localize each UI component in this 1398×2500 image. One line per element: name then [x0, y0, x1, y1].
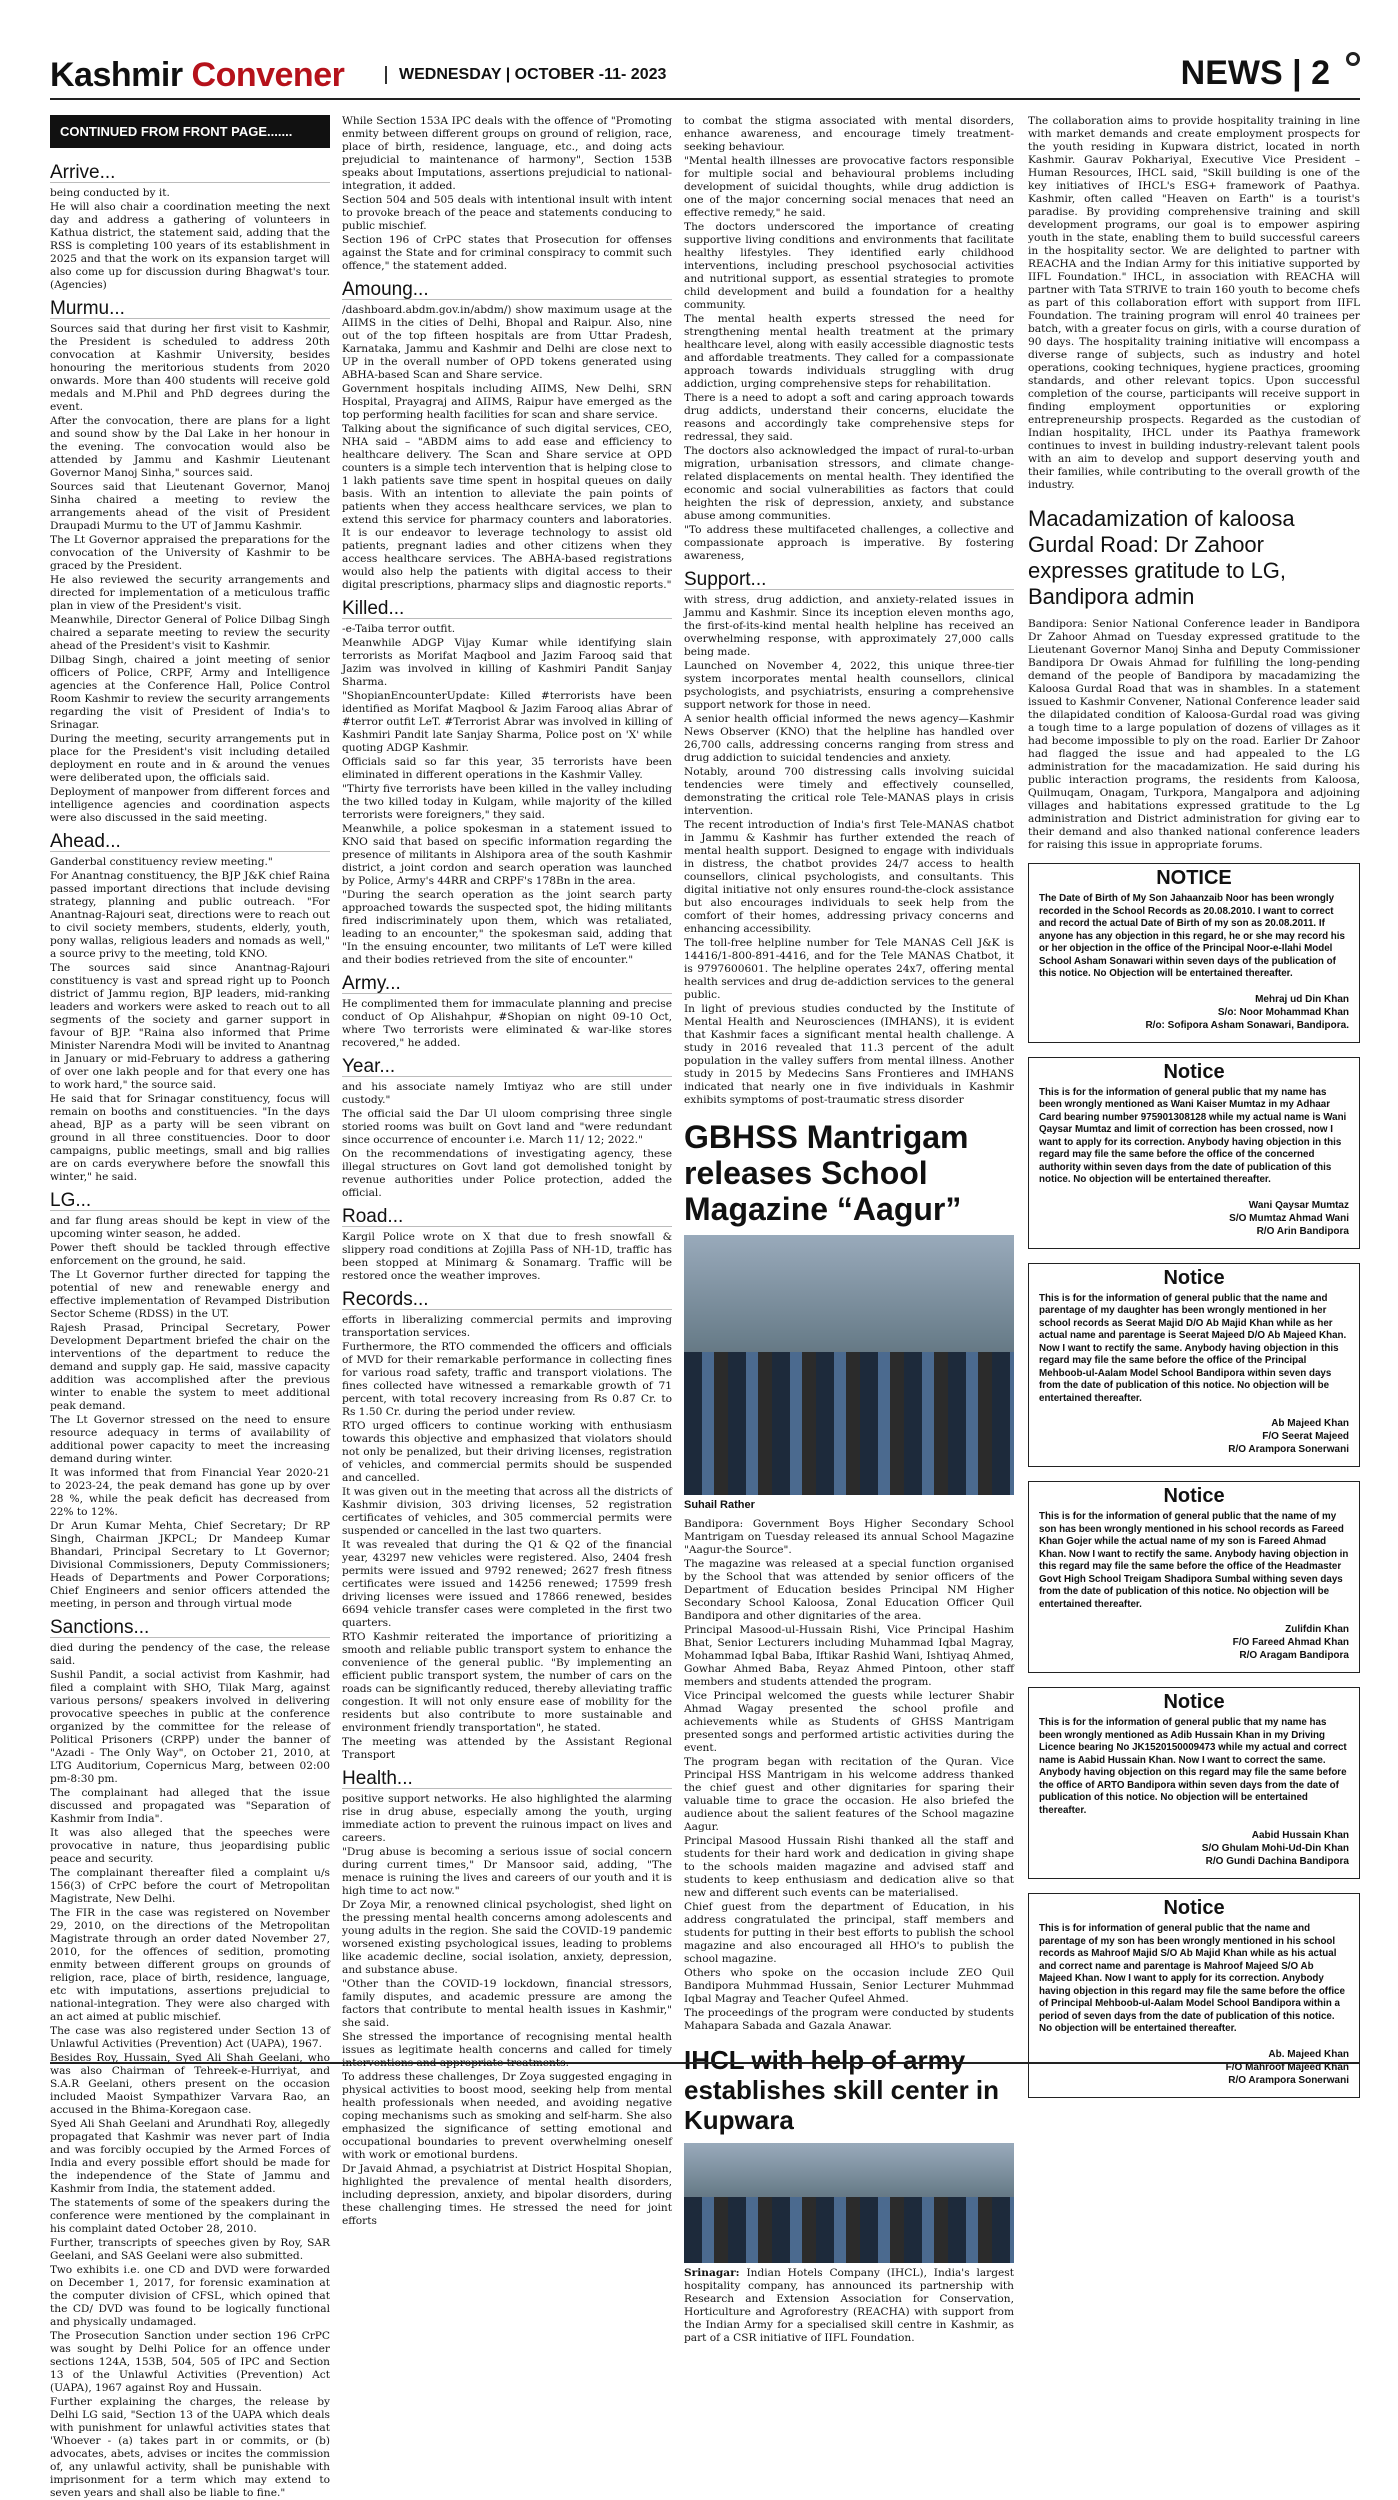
paragraph: Ganderbal constituency review meeting."	[50, 856, 273, 868]
paragraph: The collaboration aims to provide hospitality training in line with market demands and create employment prospects for the youth residing in Kupwara district, located in north Kashmir. Gaurav Pokhariyal, Executive Vice President – Human Resources, IHCL said, "Skill building is one of the key initiatives of IHCL's ESG+ framework of Paathya. Kashmir, often called "Heaven on Earth" is a tourist's paradise. By providing comprehensive training and skill development programs, our goal is to empower aspiring youth in the state, enabling them to build successful careers in the hospitality sector. We are delighted to partner with REACHA and the Indian Army for this initiative supported by IIFL Foundation." IHCL, in association with REACHA will partner with Tata STRIVE to train 160 youth to become chefs as part of this collaboration effort with support from IIFL Foundation. The training program will enrol 40 trainees per batch, with a greater focus on girls, with a course duration of 90 days. The hospitality training initiative will encompass a diverse range of subjects, such as industry and hotel operations, cooking techniques, hygiene practices, grooming standards, and other relevant topics. Upon successful completion of the course, participants will receive support in finding employment opportunities or exploring entrepreneurship prospects. Regarded as the custodian of Indian hospitality, IHCL under its Paathya framework continues to invest in building industry-relevant talent pools with an aim to develop and support deserving youth and their families, while contributing to the overall growth of the industry.	[1028, 115, 1360, 491]
kicker-ahead: Ahead...	[50, 835, 330, 852]
kicker-arrive: Arrive...	[50, 166, 330, 183]
paragraph: Deployment of manpower from different forces and intelligence agencies and coordination aspects were also discussed in the said meeting.	[50, 786, 330, 824]
paragraph: "Other than the COVID-19 lockdown, financial stressors, family disputes, and academic pressure are among the factors that contribute to mental health issues in Kashmir," she said.	[342, 1978, 672, 2029]
paragraph: There is a need to adopt a soft and caring approach towards drug addicts, understand their concerns, elucidate the reasons and accordingly take comprehensive steps for redressal, they said.	[684, 392, 1014, 443]
notice-signatory: Ab. Majeed Khan F/O Mahroof Majeed Khan R/O Arampora Sonerwani	[1225, 2048, 1349, 2086]
notice-box	[1028, 863, 1360, 1043]
headline-gbhss: GBHSS Mantrigam releases School Magazine “Aagur”	[684, 1119, 969, 1227]
notice-text: This is for the information of general public that my name has been wrongly mentioned as Adib Hussain Khan in my Driving Licence bearing No JK1520150009473 while my actual and correct name is Aabid Hussain Khan. Now I want to correct the same. Anybody having objection on this regard may file the same before the office of ARTO Bandipora within seven days from the date of publication of this notice. No objection will be entertained thereafter.	[1039, 1717, 1347, 1816]
notice-box	[1028, 1481, 1360, 1673]
kicker-support: Support...	[684, 573, 1014, 590]
paragraph: The mental health experts stressed the need for strengthening mental health treatment at the primary healthcare level, along with easily accessible diagnostic tests and affordable treatments. They called for a compassionate approach towards individuals struggling with drug addiction, urging comprehensive steps for rehabilitation.	[684, 313, 1014, 390]
edition-date: WEDNESDAY | OCTOBER -11- 2023	[385, 66, 666, 84]
continued-banner: CONTINUED FROM FRONT PAGE.......	[50, 115, 330, 148]
paragraph: After the convocation, there are plans for a light and sound show by the Dal Lake in her honour in the evening. The convocation would also be attended by Jammu and Kashmir Lieutenant Governor Manoj Sinha," sources said.	[50, 415, 330, 479]
paragraph: Chief guest from the department of Education, in his address congratulated the principal, staff members and students for putting in their best efforts to publish the school magazine and also encouraged all HHO's to publish the school magazine.	[684, 1901, 1014, 1965]
paragraph: Sushil Pandit, a social activist from Kashmir, had filed a complaint with SHO, Tilak Marg, against various persons/ speakers involved in delivering provocative speeches in public at the conference organized by the committee for the release of Political Prisoners (CRPP) under the banner of "Azadi - The Only Way", on October 21, 2010, at LTG Auditorium, Copernicus Marg, between 02:00 pm-8:30 pm.	[50, 1669, 330, 1785]
notice-text: The Date of Birth of My Son Jahaanzaib Noor has been wrongly recorded in the School Records as 20.08.2010. I want to correct and record the actual Date of Birth of my son as 20.08.2011. If anyone has any objection in this regard, he or she may record his or her objection in the office of the Principal Noor-e-Ilahi Model School Asham Sonawari within seven days of the publication of this notice. No Objection will be entertained thereafter.	[1039, 893, 1345, 979]
paragraph: RTO Kashmir reiterated the importance of prioritizing a smooth and reliable public transport system to enhance the convenience of the general public. "By implementing an efficient public transport system, the number of cars on the roads can be significantly reduced, thereby alleviating traffic congestion. It will not only ensure ease of mobility for the residents but also contribute to more sustainable and environment friendly transportation", he stated.	[342, 1631, 672, 1734]
masthead	[50, 52, 1360, 100]
paragraph: To address these challenges, Dr Zoya suggested engaging in physical activities to boost mood, seeking help from mental health professionals when needed, and avoiding negative coping mechanisms such as smoking and self-harm. She also emphasized the significance of setting emotional and occupational boundaries to prevent overwhelming oneself with work or emotional burdens.	[342, 2071, 672, 2161]
paragraph: The case was also registered under Section 13 of Unlawful Activities (Prevention) Act (UAPA), 1967.	[50, 2025, 330, 2050]
kicker-records: Records...	[342, 1293, 672, 1310]
paragraph: "Thirty five terrorists have been killed in the valley including the two killed today in Kulgam, while majority of the killed terrorists were foreigners," they said.	[342, 783, 672, 821]
paragraph: The doctors also acknowledged the impact of rural-to-urban migration, urbanisation stressors, and climate change-related displacements on mental health. They identified the economic and social vulnerabilities as factors that could heighten the risk of depression, anxiety, and substance abuse among communities.	[684, 445, 1014, 522]
notice-title: NOTICE	[1156, 867, 1232, 889]
photo-credit: Suhail Rather	[684, 1499, 755, 1511]
paragraph: Dilbag Singh, chaired a joint meeting of senior officers of Police, CRPF, Army and Intelligence agencies at the Conference Hall, Police Control Room Kashmir to review the security arrangements regarding the visit of President of India's to Srinagar.	[50, 654, 330, 731]
paragraph: The sources said since Anantnag-Rajouri constituency is vast and spread right up to Poonch district of Jammu region, BJP leaders, mid-ranking leaders and workers were asked to reach out to all segments of the society and garner support in favour of BJP. "Raina also informed that Prime Minister Narendra Modi will be invited to Anantnag in January or mid-February to address a gathering of over one lakh people and for that every one has to work hard," the source said.	[50, 962, 330, 1091]
paragraph: The meeting was attended by the Assistant Regional Transport	[342, 1736, 672, 1761]
paragraph: Indian Hotels Company (IHCL), India's largest hospitality company, has announced its partnership with Research and Extension Association for Conservation, Horticulture and Agroforestry (REACHA) with support from the Indian Army for a specialised skill centre in Kashmir, as part of a CSR initiative of IIFL Foundation.	[684, 2267, 1014, 2344]
paragraph: A senior health official informed the news agency—Kashmir News Observer (KNO) that the helpline has handled over 26,700 calls, addressing concerns ranging from stress and drug addiction to suicidal tendencies and anxiety.	[684, 713, 1014, 764]
paragraph: Kargil Police wrote on X that due to fresh snowfall & slippery road conditions at Zojilla Pass of NH-1D, traffic has been stopped at Minimarg & Sonamarg. Traffic will be restored once the weather improves.	[342, 1231, 672, 1282]
paragraph: "Mental health illnesses are provocative factors responsible for multiple social and behavioural problems including development of suicidal thoughts, while drug addiction is one of the major concerning social menaces that need an effective remedy," he said.	[684, 155, 1014, 219]
notice-text: This is for the information of general public that the name and parentage of my daughter has been wrongly mentioned in her school records as Seerat Majid D/O Ab Majid Khan while as her actual name and parentage is Seerat Majeed D/O Ab Majeed Khan. Now I want to rectify the same. Anybody having objection in this regard may file the same before the office of the Principal Mehboob-ul-Aalam Model School Bandipora within seven days from the date of publication of this notice. No objection will be entertained thereafter.	[1039, 1292, 1347, 1404]
column-3	[684, 115, 1014, 2344]
paragraph: The Lt Governor further directed for tapping the potential of new and renewable energy and effective implementation of Revamped Distribution Sector Scheme (RDSS) in the UT.	[50, 1269, 330, 1320]
paragraph: The official said the Dar Ul uloom comprising three single storied rooms was built on Govt land and "were redundant since occurrence of encounter i.e. March 11/ 12; 2022."	[342, 1108, 672, 1146]
paragraph: Dr Zoya Mir, a renowned clinical psychologist, shed light on the pressing mental health concerns among adolescents and young adults in the region. She said the COVID-19 pandemic worsened existing psychological issues, leading to problems like academic decline, social isolation, anxiety, depression, and substance abuse.	[342, 1899, 672, 1976]
paragraph: She stressed the importance of recognising mental health issues as legitimate health concerns and called for timely interventions and appropriate treatments.	[342, 2031, 672, 2069]
paragraph: On the recommendations of investigating agency, these illegal structures on Govt land got demolished tonight by revenue authorities under Police protection, added the official.	[342, 1148, 672, 1199]
notice-box	[1028, 1057, 1360, 1249]
paragraph: Bandipora: Government Boys Higher Secondary School Mantrigam on Tuesday released its annual School Magazine "Aagur-the Source".	[684, 1518, 1014, 1556]
paragraph: The proceedings of the program were conducted by students Mahapara Sabada and Gazala Anawar.	[684, 2007, 1014, 2032]
paragraph: and his associate namely Imtiyaz who are still under custody."	[342, 1081, 672, 1106]
paragraph: The Prosecution Sanction under section 196 CrPC was sought by Delhi Police for an offence under sections 124A, 153B, 504, 505 of IPC and Section 13 of the Unlawful Activities (Prevention) Act (UAPA), 1967 against Roy and Hussain.	[50, 2330, 330, 2394]
notice-signatory: Mehraj ud Din Khan S/o: Noor Mohammad Khan R/o: Sofipora Asham Sonawari, Bandipora.	[1145, 993, 1349, 1031]
paragraph: Launched on November 4, 2022, this unique three-tier system incorporates mental health counsellors, clinical psychologists, and psychiatrists, ensuring a comprehensive support network for those in need.	[684, 660, 1014, 711]
paragraph: "Drug abuse is becoming a serious issue of social concern during current times," Dr Mansoor said, adding, "The menace is ruining the lives and careers of our youth and it is high time to act now."	[342, 1846, 672, 1897]
paragraph: and far flung areas should be kept in view of the upcoming winter season, he added.	[50, 1215, 330, 1240]
paragraph: He complimented them for immaculate planning and precise conduct of Op Alishahpur, #Shopian on night 09-10 Oct, where Two terrorists were eliminated & war-like stores recovered," he added.	[342, 998, 672, 1049]
paragraph: For Anantnag constituency, the BJP J&K chief Raina passed important directions that include devising strategy, planning and public outreach. "For Anantnag-Rajouri seat, directions were to reach out to civil society members, students, elderly, youth, pony wallas, religious leaders and nomads as well," a source privy to the meeting, told KNO.	[50, 870, 330, 960]
brand-logo: Kashmir Convener	[50, 56, 345, 94]
paragraph: He said that for Srinagar constituency, focus will remain on booths and constituencies. "In the days ahead, BJP as a party will be seen vibrant on ground in all three constituencies. Door to door campaigns, public meetings, small and big rallies are on cards everywhere before the snowfall this winter," he said.	[50, 1093, 330, 1183]
paragraph: The doctors underscored the importance of creating supportive living conditions and environments that facilitate healthy lifestyles. They identified early childhood interventions, including preschool psychosocial activities and nutritional support, as essential strategies to promote child development and build a foundation for a healthy community.	[684, 221, 1014, 311]
notice-title: Notice	[1163, 1897, 1225, 1919]
paragraph: /dashboard.abdm.gov.in/abdm/) show maximum usage at the AIIMS in the cities of Delhi, Bhopal and Raipur. Also, nine out of the top fifteen hospitals are from Uttar Pradesh, Karnataka, Jammu and Kashmir and Delhi are close next to UP in the overall number of OPD tokens generated using ABHA-based Scan and Share service.	[342, 304, 672, 381]
paragraph: It was informed that from Financial Year 2020-21 to 2023-24, the peak demand has gone up by over 28 %, while the peak deficit has decreased from 22% to 12%.	[50, 1467, 330, 1518]
paragraph: The toll-free helpline number for Tele MANAS Cell J&K is 14416/1-800-891-4416, and for the Tele MANAS Chatbot, it is 9797600601. The helpline operates 24x7, offering mental health services and drug de-addiction services to the general public.	[684, 937, 1014, 1001]
paragraph: Section 504 and 505 deals with intentional insult with intent to provoke breach of the peace and statements conducing to public mischief.	[342, 194, 672, 232]
registered-mark-icon	[1346, 52, 1360, 66]
headline-macadamization: Macadamization of kaloosa Gurdal Road: Dr Zahoor expresses gratitude to LG, Bandipora admin	[1028, 506, 1295, 609]
section-title: NEWS | 2	[1180, 54, 1330, 92]
notice-signatory: Zulifdin Khan F/O Fareed Ahmad Khan R/O Aragam Bandipora	[1232, 1624, 1349, 1661]
paragraph: Principal Masood Hussain Rishi thanked all the staff and students for their hard work and dedication in giving shape to the schools maiden magazine and advised staff and students to keep enthusiasm and dedication alive so that new and different such events can be materialised.	[684, 1835, 1014, 1899]
paragraph: Government hospitals including AIIMS, New Delhi, SRN Hospital, Prayagraj and AIIMS, Raipur have emerged as the top performing health facilities for scan and share service.	[342, 383, 672, 421]
notice-box	[1028, 1893, 1360, 2098]
kicker-year: Year...	[342, 1060, 672, 1077]
headline-ihcl: IHCL with help of army establishes skill center in Kupwara	[684, 2045, 1000, 2135]
notice-text: This is for the information of general public that my name has been wrongly mentioned as Wani Kaiser Mumtaz in my Adhaar Card bearing number 975901308128 while my actual name is Wani Qaysar Mumtaz and limit of correction has been crossed, now I want to apply for its correction. Anybody having objection in this regard may file the same before the office of the concerned authority within seven days from the date of publication of this notice. No objection will be entertained thereafter.	[1039, 1086, 1347, 1185]
paragraph: Bandipora: Senior National Conference leader in Bandipora Dr Zahoor Ahmad on Tuesday expressed gratitude to the Lieutenant Governor Manoj Sinha and Deputy Commissioner Bandipora Dr Owais Ahmad for fulfilling the long-pending demand of the people of Bandipora by macadamizing the Kaloosa Gurdal Road that was in shambles. In a statement issued to Kashmir Convener, National Conference leader said the dilapidated condition of Kaloosa-Gurdal road was giving a tough time to a large population of dozens of villages as it had become impossible to ply on the road. Earlier Dr Zahoor had flagged the issue and had appealed to the LG administration for the macadamization. He said during his public interaction programs, the residents from Kaloosa, Quilmuqam, Onagam, Turkpora, Mangalpora and adjoining villages and habitations expressed gratitude to the Lg administration and District administration for giving ear to their demand and also thanked national conference leaders for raising this issue in appropriate forums.	[1028, 618, 1360, 851]
notice-title: Notice	[1163, 1485, 1225, 1507]
column-4	[1028, 115, 1360, 2086]
paragraph: The complainant had alleged that the issue discussed and propagated was "Separation of Kashmir from India".	[50, 1787, 330, 1825]
paragraph: Furthermore, the RTO commended the officers and officials of MVD for their remarkable performance in collecting fines for various road safety, traffic and transport violations. The fines collected have witnessed a remarkable growth of 71 percent, with total recovery increasing from Rs 0.87 Cr. to Rs 1.50 Cr. during the period under review.	[342, 1341, 672, 1418]
paragraph: The statements of some of the speakers during the conference were mentioned by the complainant in his complaint dated October 28, 2010.	[50, 2197, 330, 2235]
paragraph: Talking about the significance of such digital services, CEO, NHA said – "ABDM aims to add ease and efficiency to healthcare delivery. The Scan and Share service at OPD counters is a simple tech intervention that is helping close to 1 lakh patients save time spent in hospital queues on daily basis. With an intention to alleviate the pain points of patients when they access healthcare services, we plan to extend this service for pharmacy counters and laboratories. It is our endeavor to leverage technology to assist old patients, pregnant ladies and other citizens when they access healthcare services. The ABHA-based registrations would also help the patients with digital access to their digital prescriptions, pharmacy slips and diagnostic reports."	[342, 423, 672, 591]
notice-text: This is for the information of general public that the name of my son has been wrongly mentioned in his school records as Fareed Khan Gojer while the actual name of my son is Fareed Ahmad Khan. Now I want to rectify the same. Anybody having objection in this regard may file the same before the office of the Headmaster Govt High School Treigam Shadipora Sumbal withing seven days from the date of publication of this notice. No objection will be entertained thereafter.	[1039, 1511, 1349, 1610]
paragraph: It was also alleged that the speeches were provocative in nature, thus jeopardising public peace and security.	[50, 1827, 330, 1865]
paragraph: Further, transcripts of speeches given by Roy, SAR Geelani, and SAS Geelani were also submitted.	[50, 2237, 330, 2262]
paragraph: The program began with recitation of the Quran. Vice Principal HSS Mantrigam in his welcome address thanked the chief guest and other dignitaries for sparing their valuable time to grace the occasion. He also briefed the audience about the salient features of the School magazine Aagur.	[684, 1756, 1014, 1833]
paragraph: It was revealed that during the Q1 & Q2 of the financial year, 43297 new vehicles were registered. Also, 2404 fresh permits were issued and 9792 renewed; 2627 fresh fitness certificates were issued and 14256 renewed; 17599 fresh driving licenses were issued and 17866 renewed, besides 6694 vehicle transfer cases were completed in the first two quarters.	[342, 1539, 672, 1629]
notice-text: This is for information of general public that the name and parentage of my son has been wrongly mentioned in his school records as Mahroof Majid S/O Ab Majid Khan while as his actual and correct name and parentage is Mahroof Majeed S/O Ab Majeed Khan. Now I want to apply for its correction. Anybody having objection in this regard may file the same before the office of Principal Mehboob-ul-Aalam Model School Bandipora within a period of seven days from the date of publication of this notice. No objection will be entertained thereafter.	[1039, 1923, 1345, 2034]
notice-box	[1028, 1687, 1360, 1879]
footer-rule	[50, 2062, 1360, 2064]
paragraph: Power theft should be tackled through effective enforcement on the ground, he said.	[50, 1242, 330, 1267]
paragraph: Officials said so far this year, 35 terrorists have been eliminated in different operations in the Kashmir Valley.	[342, 756, 672, 781]
notice-signatory: Aabid Hussain Khan S/O Ghulam Mohi-Ud-Din Khan R/O Gundi Dachina Bandipora	[1201, 1830, 1349, 1867]
column-1	[50, 115, 330, 2499]
paragraph: Sources said that during her first visit to Kashmir, the President is scheduled to address 20th convocation at Kashmir University, besides honouring the meritorious students from 2020 onwards. More than 400 students will receive gold medals and M.Phil and PhD degrees during the event.	[50, 323, 330, 413]
notice-title: Notice	[1163, 1266, 1225, 1289]
paragraph: -e-Taiba terror outfit.	[342, 623, 456, 635]
paragraph: "ShopianEncounterUpdate: Killed #terrorists have been identified as Morifat Maqbool & Jazim Farooq alias Abrar of #terror outfit LeT. #Terrorist Abrar was involved in killing of Kashmiri Pandit late Sanjay Sharma, Police post on 'X' while quoting ADGP Kashmir.	[342, 690, 672, 754]
paragraph: to combat the stigma associated with mental disorders, enhance awareness, and encourage timely treatment-seeking behaviour.	[684, 115, 1014, 153]
paragraph: Syed Ali Shah Geelani and Arundhati Roy, allegedly propagated that Kashmir was never part of India and was forcibly occupied by the Armed Forces of India and every possible effort should be made for the independence of the State of Jammu and Kashmir from India, the statement added.	[50, 2118, 330, 2195]
paragraph: The recent introduction of India's first Tele-MANAS chatbot in Jammu & Kashmir has further extended the reach of mental health support. Designed to engage with individuals in distress, the chatbot provides 24/7 access to health counsellors, clinical psychologists, and consultants. This digital initiative not only ensures round-the-clock assistance but also encourages individuals to seek help from the comfort of their homes, addressing privacy concerns and enhancing accessibility.	[684, 819, 1014, 935]
magazine-release-photo	[684, 1235, 1014, 1495]
kicker-army: Army...	[342, 977, 672, 994]
paragraph: Rajesh Prasad, Principal Secretary, Power Development Department briefed the chair on the interventions of the department to reduce the demand and supply gap. He said, massive capacity addition was accomplished after the previous winter to enable the system to meet additional peak demand.	[50, 1322, 330, 1412]
paragraph: "During the search operation as the joint search party approached towards the suspected spot, the hiding militants fired indiscriminately upon them, which was retaliated, leading to an encounter," the spokesman said, adding that "In the ensuing encounter, two militants of LeT were killed and their bodies retrieved from the site of encounter."	[342, 889, 672, 966]
kicker-health: Health...	[342, 1772, 672, 1789]
dateline: Srinagar:	[684, 2267, 740, 2279]
paragraph: Dr Javaid Ahmad, a psychiatrist at District Hospital Shopian, highlighted the prevalence of mental health disorders, including depression, anxiety, and bipolar disorders, during these challenging times. He stressed the need for joint efforts	[342, 2163, 672, 2227]
paragraph: Meanwhile ADGP Vijay Kumar while identifying slain terrorists as Morifat Maqbool and Jazim Farooq said that Jazim was involved in killing of Kashmiri Pandit Sanjay Sharma.	[342, 637, 672, 688]
paragraph: Besides Roy, Hussain, Syed Ali Shah Geelani, who was also Chairman of Tehreek-e-Hurriyat, and S.A.R Geelani, others present on the occasion included Maoist Sympathizer Varvara Rao, an accused in the Bhima-Koregaon case.	[50, 2052, 330, 2116]
paragraph: Principal Masood-ul-Hussain Rishi, Vice Principal Hashim Bhat, Senior Lecturers including Muhammad Iqbal Magray, Mohammad Iqbal Baba, Iftikar Rashid Wani, Ishtiyaq Ahmed, Gowhar Ahmed Baba, Reyaz Ahmed Pintoon, other staff members and students attended the program.	[684, 1624, 1014, 1688]
paragraph: Others who spoke on the occasion include ZEO Quil Bandipora Muhmmad Hussain, Senior Lecturer Muhmmad Iqbal Magray and Teacher Qufeel Ahmed.	[684, 1967, 1014, 2005]
paragraph: Sources said that Lieutenant Governor, Manoj Sinha chaired a meeting to review the arrangements ahead of the visit of President Draupadi Murmu to the UT of Jammu Kashmir.	[50, 481, 330, 532]
paragraph: RTO urged officers to continue working with enthusiasm towards this objective and emphasized that violators should not only be penalized, but their driving licenses, registration of vehicles, and commercial permits should be suspended and cancelled.	[342, 1420, 672, 1484]
paragraph: It was given out in the meeting that across all the districts of Kashmir division, 303 driving licenses, 52 registration certificates of vehicles, and 305 commercial permits were suspended or cancelled in the last two quarters.	[342, 1486, 672, 1537]
notice-box	[1028, 1263, 1360, 1468]
paragraph: Dr Arun Kumar Mehta, Chief Secretary; Dr RP Singh, Chairman JKPCL; Dr Mandeep Kumar Bhandari, Principal Secretary to Lt Governor; Divisional Commissioners, Deputy Commissioners; Heads of Departments and Power Corporations; Chief Engineers and senior officers attended the meeting, in person and through virtual mode	[50, 1520, 330, 1610]
paragraph: efforts in liberalizing commercial permits and improving transportation services.	[342, 1314, 672, 1339]
notice-signatory: Ab Majeed Khan F/O Seerat Majeed R/O Arampora Sonerwani	[1228, 1418, 1349, 1455]
paragraph: died during the pendency of the case, the release said.	[50, 1642, 330, 1667]
notice-title: Notice	[1163, 1060, 1225, 1083]
paragraph: During the meeting, security arrangements put in place for the President's visit including detailed deployment en route and in & around the venues were deliberated upon, the officials said.	[50, 733, 330, 784]
paragraph: He will also chair a coordination meeting the next day and address a gathering of volunteers in Kathua district, the statement said, adding that the RSS is completing 100 years of its establishment in 2025 and that the work on its expansion target will also come up for discussion during Bhagwat's tour. (Agencies)	[50, 201, 330, 291]
kicker-killed: Killed...	[342, 602, 672, 619]
paragraph: Section 196 of CrPC states that Prosecution for offenses against the State and for criminal conspiracy to commit such offence," the statement added.	[342, 234, 672, 272]
paragraph: being conducted by it.	[50, 187, 170, 199]
paragraph: Vice Principal welcomed the guests while lecturer Shabir Ahmad Wagay presented the school profile and achievements while as Students of GHSS Mantrigam presented songs and performed artistic activities during the event.	[684, 1690, 1014, 1754]
paragraph: The Lt Governor stressed on the need to ensure resource adequacy in terms of availability of additional power capacity to meet the increasing demand during winter.	[50, 1414, 330, 1465]
paragraph: The magazine was released at a special function organised by the School that was attended by senior officers of the Department of Education besides Principal NM Higher Secondary School Kaloosa, Zonal Education Officer Quil Bandipora and other dignitaries of the area.	[684, 1558, 1014, 1622]
paragraph: The Lt Governor appraised the preparations for the convocation of the University of Kashmir to be graced by the President.	[50, 534, 330, 572]
notice-signatory: Wani Qaysar Mumtaz S/O Mumtaz Ahmad Wani R/O Arin Bandipora	[1229, 1199, 1349, 1237]
paragraph: In light of previous studies conducted by the Institute of Mental Health and Neurosciences (IMHANS), it is evident that Kashmir faces a significant mental health challenge. A study in 2016 revealed that 11.3 percent of the adult population in the valley suffers from mental illness. Another study in 2015 by Medecins Sans Frontieres and IMHANS indicated that nearly one in five individuals in Kashmir exhibits symptoms of post-traumatic stress disorder	[684, 1003, 1014, 1106]
paragraph: While Section 153A IPC deals with the offence of "Promoting enmity between different groups on ground of religion, race, place of birth, residence, language, etc., and doing acts prejudicial to maintenance of harmony", Section 153B speaks about Imputations, assertions prejudicial to national-integration, it added.	[342, 115, 672, 192]
paragraph: Further explaining the charges, the release by Delhi LG said, "Section 13 of the UAPA which deals with punishment for unlawful activities states that 'Whoever - (a) takes part in or commits, or (b) advocates, abets, advises or incites the commission of, any unlawful activity, shall be punishable with imprisonment for a term which may extend to seven years and shall also be liable to fine."	[50, 2396, 330, 2499]
notice-title: Notice	[1163, 1691, 1225, 1713]
paragraph: Meanwhile, a police spokesman in a statement issued to KNO said that based on specific information regarding the presence of militants in Alshipora area of the south Kashmir district, a joint cordon and search operation was launched by Police, Army's 44RR and CRPF's 178Bn in the area.	[342, 823, 672, 887]
kicker-sanctions: Sanctions...	[50, 1621, 330, 1638]
skill-center-photo	[684, 2143, 1014, 2263]
kicker-lg: LG...	[50, 1194, 330, 1211]
paragraph: Notably, around 700 distressing calls involving suicidal tendencies were timely and effectively counselled, demonstrating the critical role Tele-MANAS plays in crisis intervention.	[684, 766, 1014, 817]
kicker-amoung: Amoung...	[342, 283, 672, 300]
paragraph: The FIR in the case was registered on November 29, 2010, on the directions of the Metropolitan Magistrate through an order dated November 27, 2010, for the offences of sedition, promoting enmity between different groups on grounds of religion, race, place of birth, residence, language, etc with imputations, assertions prejudicial to national-integration. They were also charged with an act aimed at public mischief.	[50, 1907, 330, 2023]
kicker-murmu: Murmu...	[50, 302, 330, 319]
paragraph: Two exhibits i.e. one CD and DVD were forwarded on December 1, 2017, for forensic examination at the computer division of CFSL, which opined that the CD/ DVD was found to be logically functional and physically undamaged.	[50, 2264, 330, 2328]
paragraph: The complainant thereafter filed a complaint u/s 156(3) of CrPC before the court of Metropolitan Magistrate, New Delhi.	[50, 1867, 330, 1905]
paragraph: Meanwhile, Director General of Police Dilbag Singh chaired a separate meeting to review the security ahead of the President's visit to Kashmir.	[50, 614, 330, 652]
paragraph: "To address these multifaceted challenges, a collective and compassionate approach is imperative. By fostering awareness,	[684, 524, 1014, 562]
paragraph: with stress, drug addiction, and anxiety-related issues in Jammu and Kashmir. Since its inception eleven months ago, the first-of-its-kind mental health helpline has received an overwhelming response, with approximately 27,000 calls being made.	[684, 594, 1014, 658]
column-2	[342, 115, 672, 2227]
paragraph: He also reviewed the security arrangements and directed for implementation of a meticulous traffic plan in view of the President's visit.	[50, 574, 330, 612]
kicker-road: Road...	[342, 1210, 672, 1227]
paragraph: positive support networks. He also highlighted the alarming rise in drug abuse, especially among the youth, urging immediate action to prevent the ruinous impact on lives and careers.	[342, 1793, 672, 1844]
